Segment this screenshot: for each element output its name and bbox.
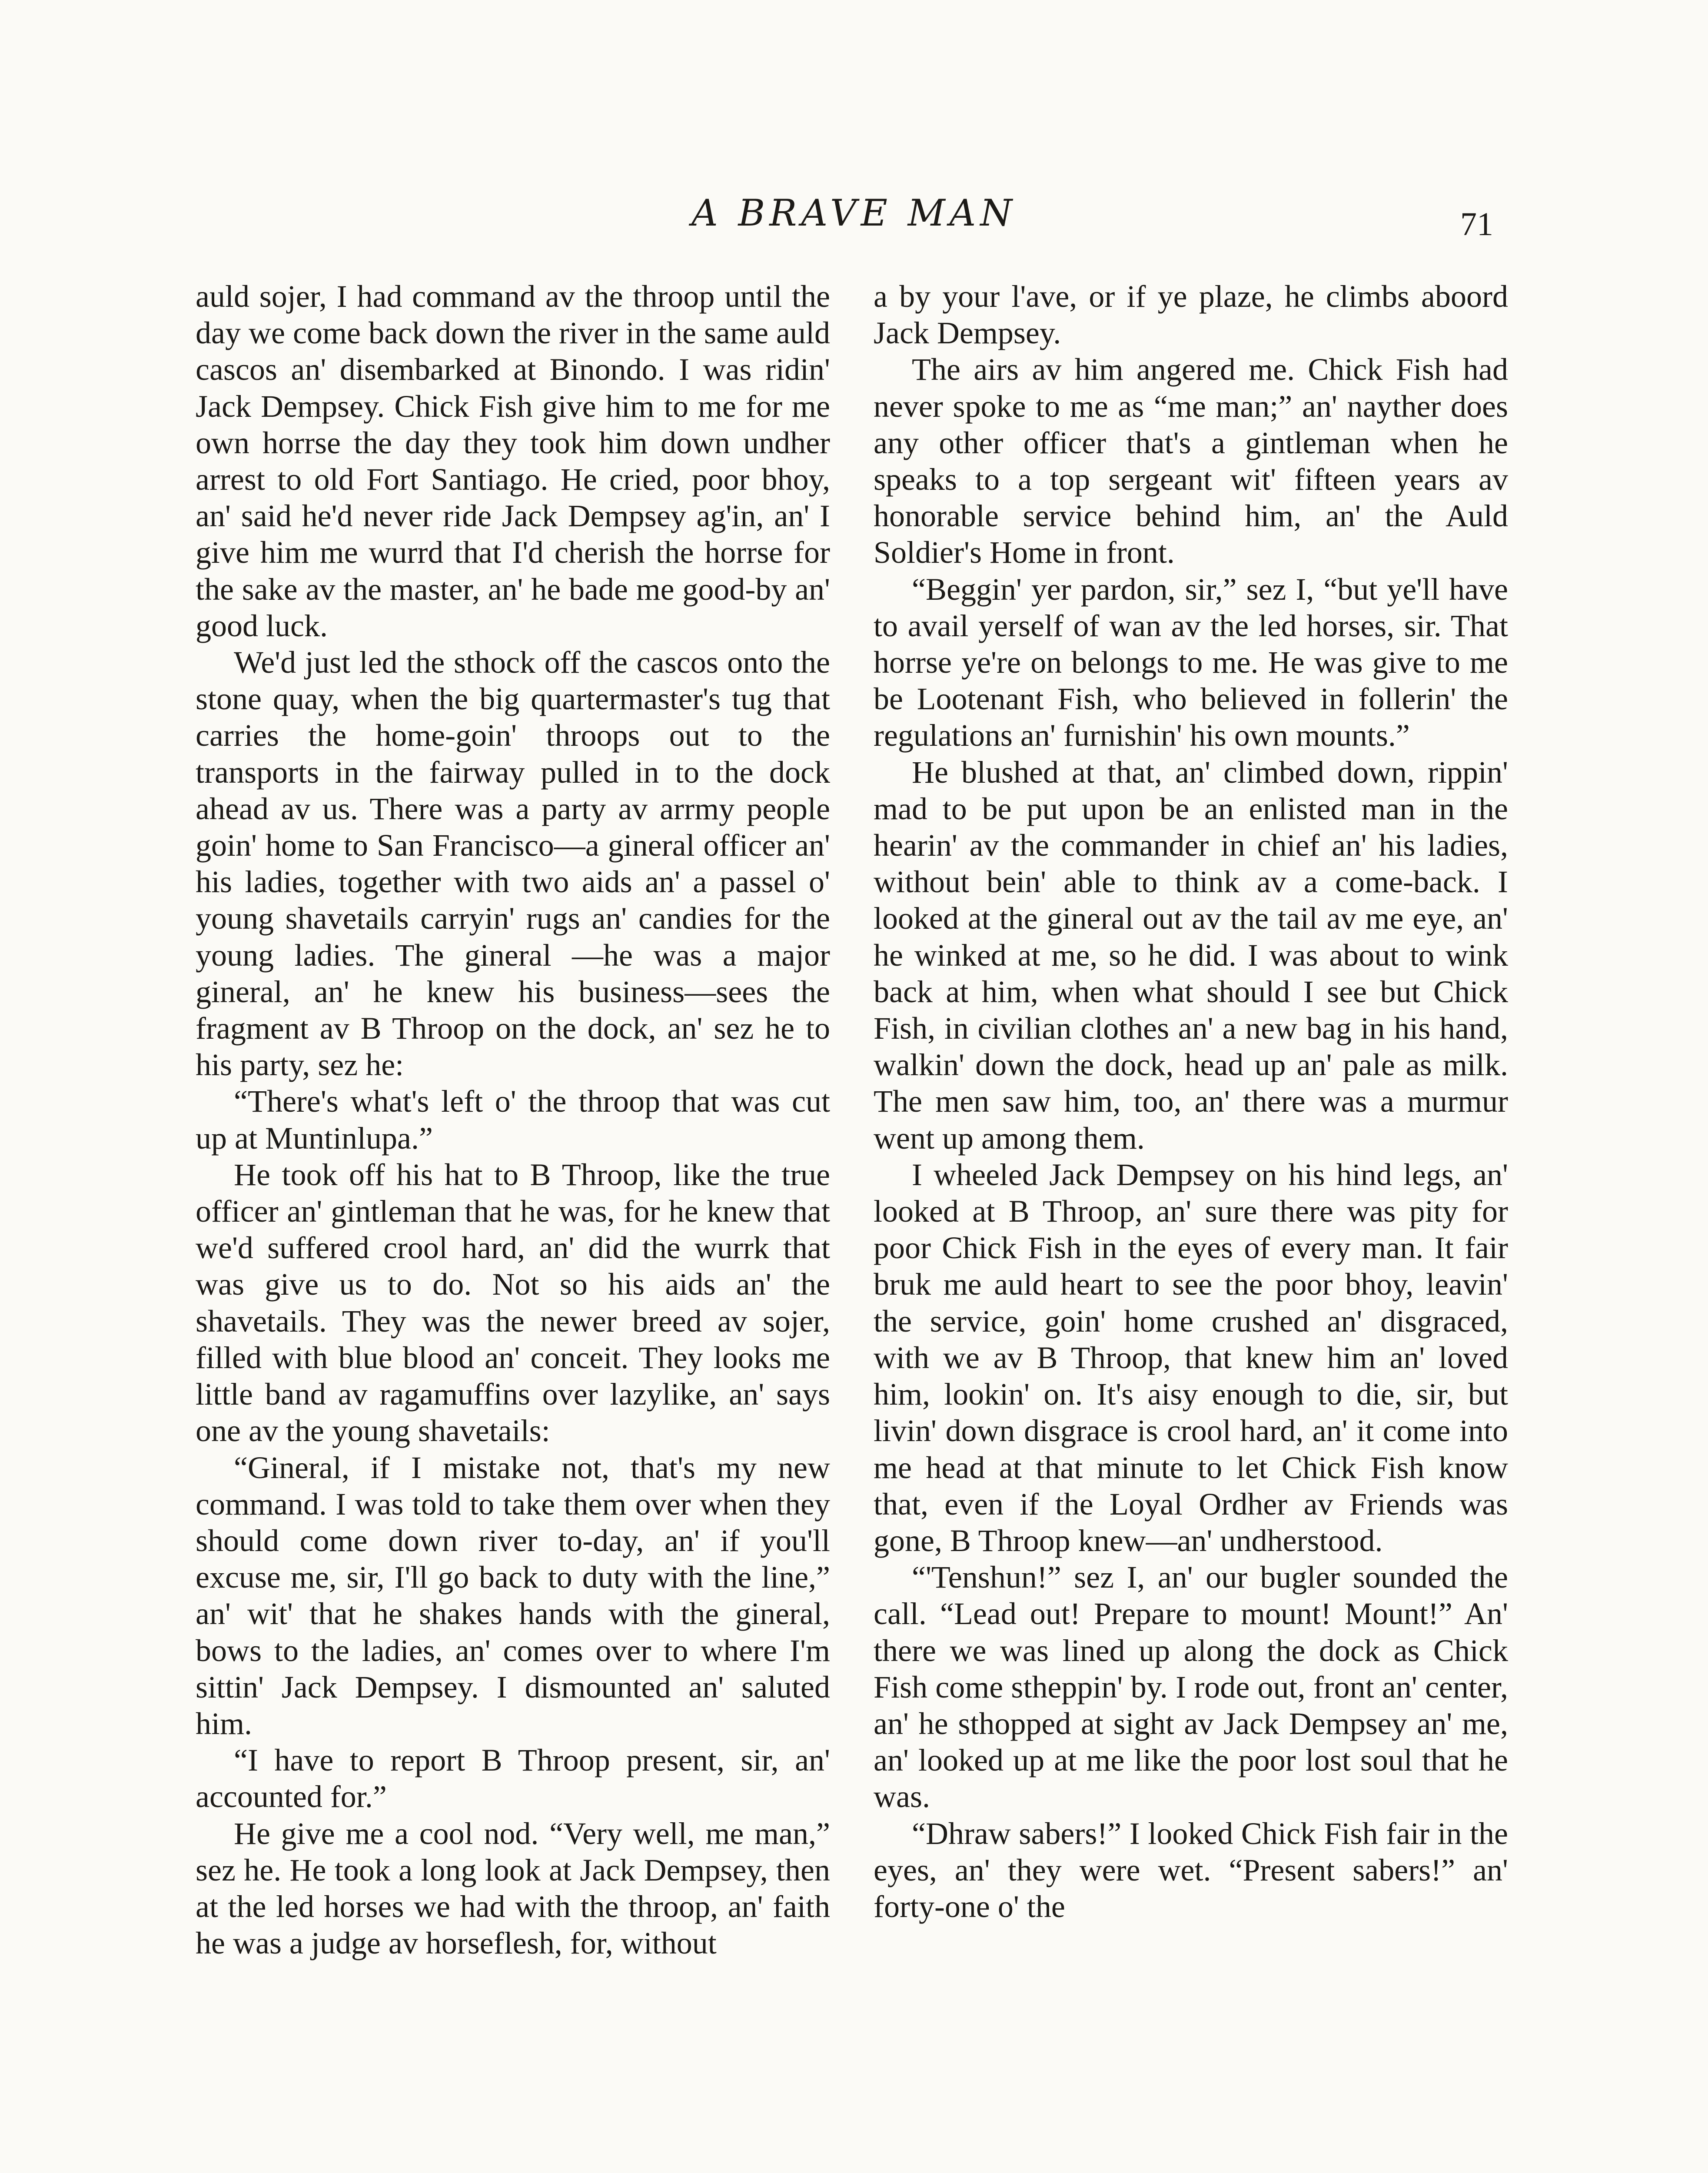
paragraph: He give me a cool nod. “Very well, me man,” sez he. He took a long look at Jack Dempsey, then at the led horses we had with the throop, an' faith he was a judge av horseflesh, for, without bbox=[196, 1816, 830, 1961]
paragraph: “Beggin' yer pardon, sir,” sez I, “but ye'll have to avail yerself of wan av the led horses, sir. That horrse ye're on belongs to me. He was give to me be Lootenant Fish, who believed in follerin' the regulations an' furnishin' his own mounts.” bbox=[874, 571, 1508, 753]
paragraph: I wheeled Jack Dempsey on his hind legs, an' looked at B Throop, an' sure there was pity for poor Chick Fish in the eyes of every man. It fair bruk me auld heart to see the poor bhoy, leavin' the service, goin' home crushed an' disgraced, with we av B Throop, that knew him an' loved him, lookin' on. It's aisy enough to die, sir, but livin' down disgrace is crool hard, an' it come into me head at that minute to let Chick Fish know that, even if the Loyal Ordher av Friends was gone, B Throop knew—an' undherstood. bbox=[874, 1157, 1508, 1558]
paragraph: We'd just led the sthock off the cascos onto the stone quay, when the big quartermaster's tug that carries the home-goin' throops out to the transports in the fairway pulled in to the dock ahead av us. There was a party av arrmy people goin' home to San Francisco—a gineral officer an' his ladies, together with two aids an' a passel o' young shavetails carryin' rugs an' candies for the young ladies. The gineral —he was a major gineral, an' he knew his business—sees the fragment av B Throop on the dock, an' sez he to his party, sez he: bbox=[196, 645, 830, 1083]
page-title: A BRAVE MAN bbox=[691, 192, 1017, 234]
paragraph: “Dhraw sabers!” I looked Chick Fish fair in the eyes, an' they were wet. “Present sabers!” an' forty-one o' the bbox=[874, 1816, 1508, 1924]
paragraph: He took off his hat to B Throop, like the true officer an' gintleman that he was, for he knew that we'd suffered crool hard, an' did the wurrk that was give us to do. Not so his aids an' the shavetails. They was the newer breed av sojer, filled with blue blood an' conceit. They looks me little band av ragamuffins over lazylike, an' says one av the young shavetails: bbox=[196, 1157, 830, 1449]
paragraph: “There's what's left o' the throop that was cut up at Muntinlupa.” bbox=[196, 1084, 830, 1156]
paragraph: He blushed at that, an' climbed down, rippin' mad to be put upon be an enlisted man in the hearin' av the commander in chief an' his ladies, without bein' able to think av a come-back. I looked at the gineral out av the tail av me eye, an' he winked at me, so he did. I was about to wink back at him, when what should I see but Chick Fish, in civilian clothes an' a new bag in his hand, walkin' down the dock, head up an' pale as milk. The men saw him, too, an' there was a murmur went up among them. bbox=[874, 754, 1508, 1156]
paragraph: The airs av him angered me. Chick Fish had never spoke to me as “me man;” an' nayther does any other officer that's a gintleman when he speaks to a top sergeant wit' fifteen years av honorable service behind him, an' the Auld Soldier's Home in front. bbox=[874, 352, 1508, 570]
right-column bbox=[874, 278, 1508, 2173]
paragraph: “'Tenshun!” sez I, an' our bugler sounded the call. “Lead out! Prepare to mount! Mount!” An' there we was lined up along the dock as Chick Fish come stheppin' by. I rode out, front an' center, an' he sthopped at sight av Jack Dempsey an' me, an' looked up at me like the poor lost soul that he was. bbox=[874, 1560, 1508, 1814]
paragraph: a by your l'ave, or if ye plaze, he climbs aboord Jack Dempsey. bbox=[874, 279, 1508, 351]
paragraph: “Gineral, if I mistake not, that's my new command. I was told to take them over when they should come down river to-day, an' if you'll excuse me, sir, I'll go back to duty with the line,” an' wit' that he shakes hands with the gineral, bows to the ladies, an' comes over to where I'm sittin' Jack Dempsey. I dismounted an' saluted him. bbox=[196, 1450, 830, 1741]
page-number: 71 bbox=[1460, 206, 1493, 243]
paragraph: auld sojer, I had command av the throop until the day we come back down the river in the same auld cascos an' disembarked at Binondo. I was ridin' Jack Dempsey. Chick Fish give him to me for me own horrse the day they took him down undher arrest to old Fort Santiago. He cried, poor bhoy, an' said he'd never ride Jack Dempsey ag'in, an' I give him me wurrd that I'd cherish the horrse for the sake av the master, an' he bade me good-by an' good luck. bbox=[196, 279, 830, 643]
paragraph: “I have to report B Throop present, sir, an' accounted for.” bbox=[196, 1743, 830, 1814]
left-column bbox=[196, 278, 830, 2173]
